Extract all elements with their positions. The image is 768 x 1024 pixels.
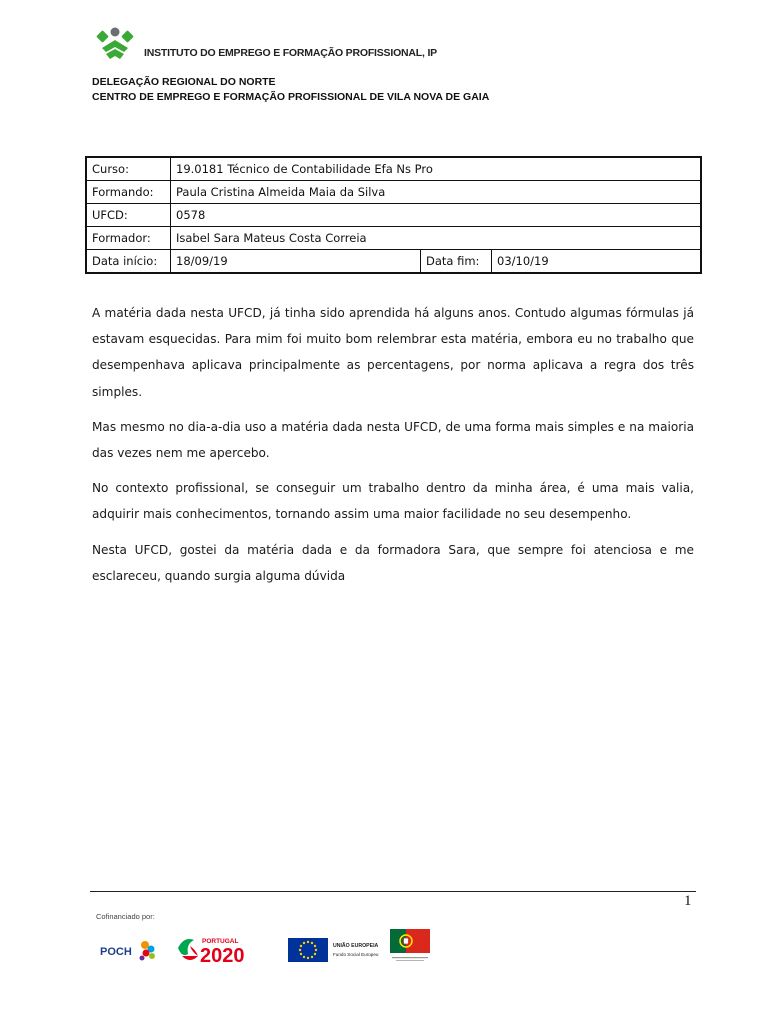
poch-text: POCH <box>100 946 132 958</box>
organization-block <box>92 75 489 105</box>
iefp-logo <box>94 26 437 66</box>
eu-logo <box>288 937 388 968</box>
data-inicio-value: 18/09/19 <box>171 250 421 274</box>
ufcd-value: 0578 <box>171 204 702 227</box>
table-row <box>86 157 701 181</box>
portugal2020-logo <box>176 934 276 971</box>
portugal-flag-icon <box>390 929 432 963</box>
center-title: CENTRO DE EMPREGO E FORMAÇÃO PROFISSIONAL DE VILA NOVA DE GAIA <box>92 91 490 103</box>
poch-logo-icon <box>100 936 160 964</box>
formador-value: Isabel Sara Mateus Costa Correia <box>171 227 702 250</box>
table-row <box>86 227 701 250</box>
iefp-logo-icon <box>94 26 138 66</box>
footer-divider <box>90 891 696 892</box>
eu-text: UNIÃO EUROPEIA <box>333 943 379 949</box>
cofinanced-label: Cofinanciado por: <box>96 912 155 921</box>
formador-label: Formador: <box>86 227 171 250</box>
paragraph: Mas mesmo no dia-a-dia uso a matéria dada nesta UFCD, de uma forma mais simples e na maioria das vezes nem me apercebo. <box>92 419 694 461</box>
formando-label: Formando: <box>86 181 171 204</box>
paragraph: Nesta UFCD, gostei da matéria dada e da formadora Sara, que sempre foi atenciosa e me esclareceu, quando surgia alguma dúvida <box>92 542 694 583</box>
eu-flag-icon <box>288 937 388 963</box>
p2020-number: 2020 <box>200 945 245 966</box>
curso-value: 19.0181 Técnico de Contabilidade Efa Ns Pro <box>171 157 702 181</box>
delegation-title: DELEGAÇÃO REGIONAL DO NORTE <box>92 76 276 88</box>
paragraph: No contexto profissional, se conseguir um trabalho dentro da minha área, é uma mais valia, adquirir mais conhecimentos, tornando assim uma maior facilidade no seu desempenho. <box>92 481 694 522</box>
data-fim-label: Data fim: <box>421 250 492 274</box>
table-row <box>86 204 701 227</box>
portugal-text: PORTUGAL <box>202 938 239 945</box>
poch-logo <box>100 936 160 969</box>
portugal2020-logo-icon <box>176 934 276 966</box>
institute-name: INSTITUTO DO EMPREGO E FORMAÇÃO PROFISSIONAL, IP <box>144 47 437 59</box>
paragraph: A matéria dada nesta UFCD, já tinha sido aprendida há alguns anos. Contudo algumas fórmulas já estavam esquecidas. Para mim foi muito bom relembrar esta matéria, embora eu no trabalho que desempenhava aplicava principalmente as percentagens, por norma aplicava a regra dos três simples. <box>92 306 694 399</box>
formando-value: Paula Cristina Almeida Maia da Silva <box>171 181 702 204</box>
ufcd-label: UFCD: <box>86 204 171 227</box>
page-number: 1 <box>684 893 692 909</box>
eu-sub-text: Fundo Social Europeu <box>333 952 379 957</box>
document-body <box>92 300 694 598</box>
portugal-flag-logo <box>390 929 432 968</box>
table-row <box>86 181 701 204</box>
curso-label: Curso: <box>86 157 171 181</box>
data-inicio-label: Data início: <box>86 250 171 274</box>
table-row <box>86 250 701 274</box>
course-info-table <box>85 156 702 274</box>
data-fim-value: 03/10/19 <box>492 250 702 274</box>
